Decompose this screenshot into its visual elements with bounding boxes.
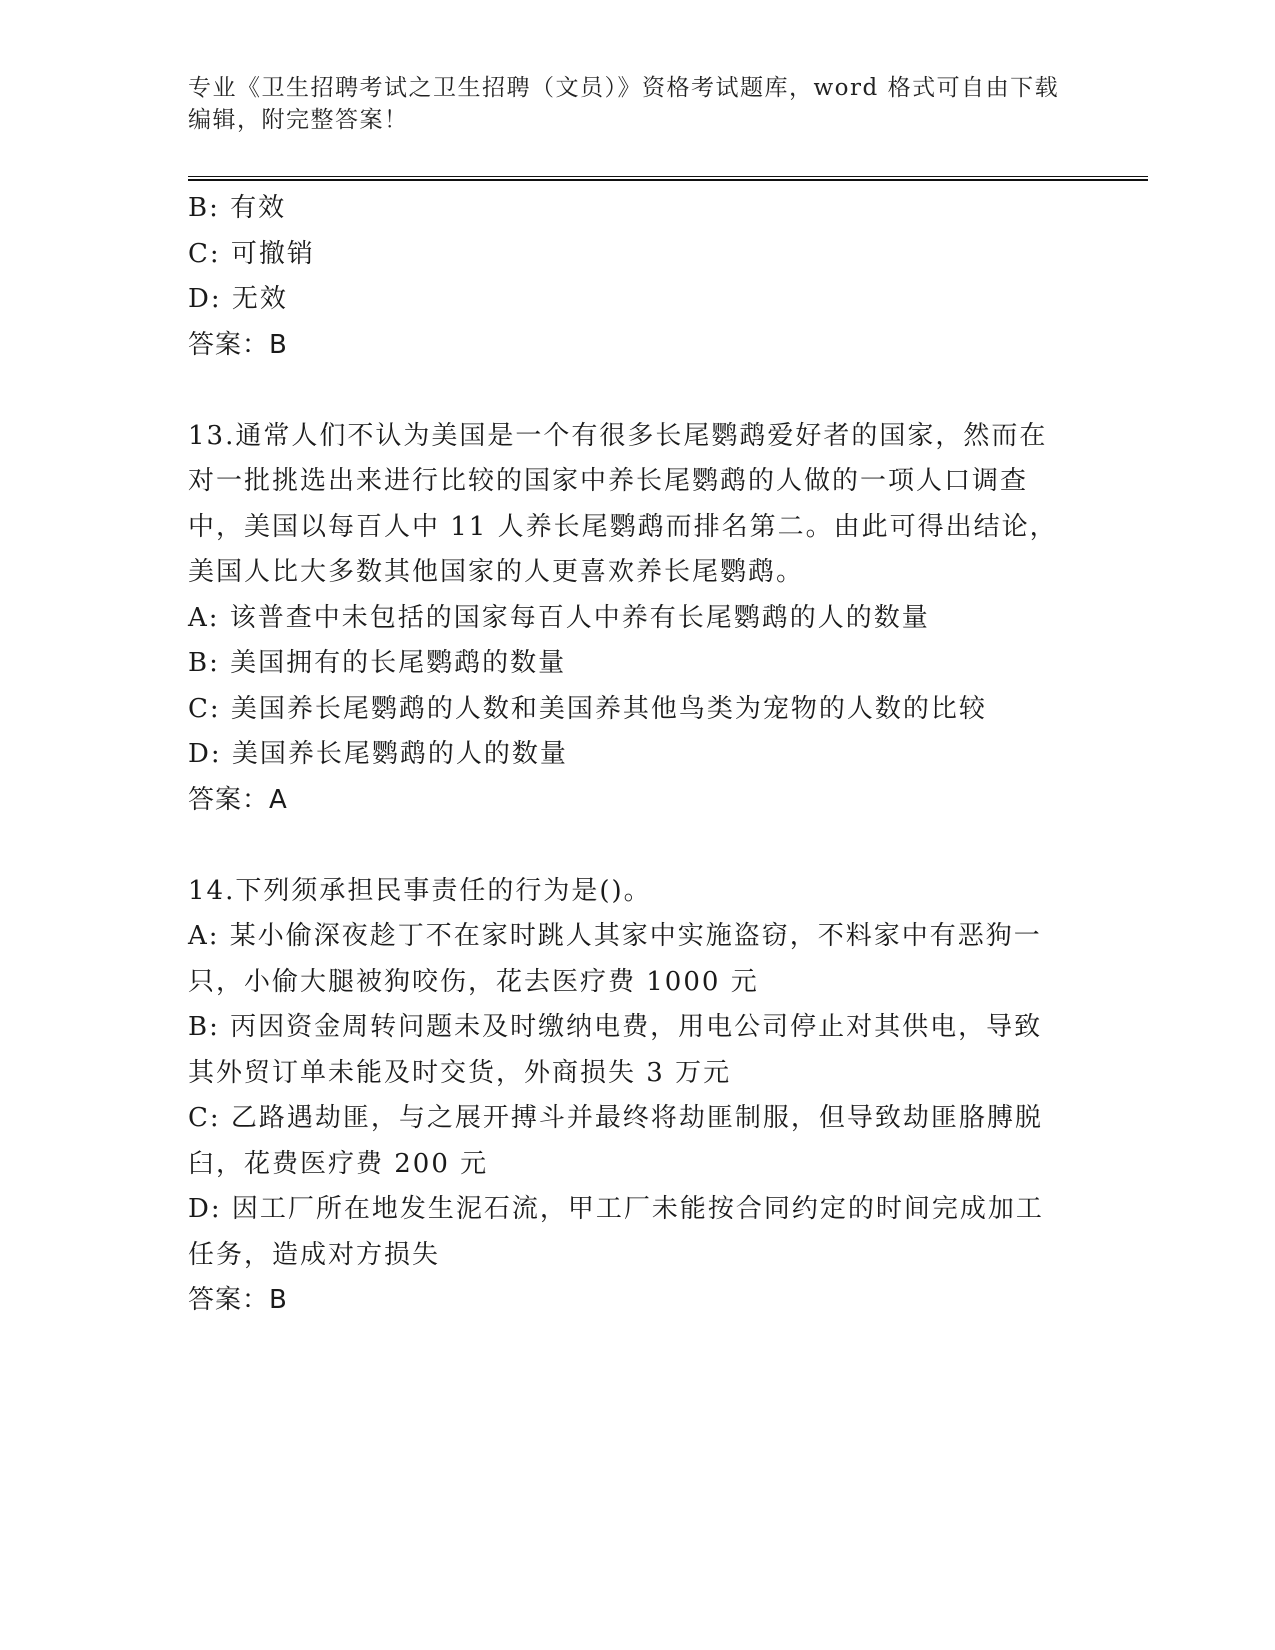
option-d-line: D: 因工厂所在地发生泥石流，甲工厂未能按合同约定的时间完成加工 xyxy=(188,1194,1044,1224)
option-d: D: 美国养长尾鹦鹉的人的数量 xyxy=(188,739,568,769)
previous-question-tail xyxy=(188,186,1088,368)
answer-line: 答案：A xyxy=(188,784,288,815)
header-line-2: 编辑，附完整答案！ xyxy=(188,107,409,133)
spacer xyxy=(188,368,1088,414)
option-b-line: 其外贸订单未能及时交货，外商损失 3 万元 xyxy=(188,1057,732,1088)
option-a-line: A: 某小偷深夜趁丁不在家时跳人其家中实施盗窃，不料家中有恶狗一 xyxy=(188,921,1042,951)
question-13 xyxy=(188,414,1088,824)
page-header xyxy=(188,72,1068,136)
option-c-line: C: 乙路遇劫匪，与之展开搏斗并最终将劫匪制服，但导致劫匪胳膊脱 xyxy=(188,1103,1043,1133)
option-b: B: 美国拥有的长尾鹦鹉的数量 xyxy=(188,648,567,678)
option-d-line: 任务，造成对方损失 xyxy=(188,1239,441,1270)
option-b: B: 有效 xyxy=(188,193,287,223)
question-stem-line: 13.通常人们不认为美国是一个有很多长尾鹦鹉爱好者的国家，然而在 xyxy=(188,420,1048,451)
option-a: A: 该普查中未包括的国家每百人中养有长尾鹦鹉的人的数量 xyxy=(188,602,930,633)
spacer xyxy=(188,823,1088,869)
option-c: C: 可撤销 xyxy=(188,238,315,269)
question-stem-line: 对一批挑选出来进行比较的国家中养长尾鹦鹉的人做的一项人口调查 xyxy=(188,466,1029,496)
question-stem-line: 美国人比大多数其他国家的人更喜欢养长尾鹦鹉。 xyxy=(188,557,805,587)
answer-line: 答案：B xyxy=(188,329,288,360)
question-stem-line: 14.下列须承担民事责任的行为是()。 xyxy=(188,875,652,906)
option-b-line: B: 丙因资金周转问题未及时缴纳电费，用电公司停止对其供电，导致 xyxy=(188,1012,1043,1042)
option-d: D: 无效 xyxy=(188,284,288,314)
question-stem-line: 中，美国以每百人中 11 人养长尾鹦鹉而排名第二。由此可得出结论， xyxy=(188,511,1058,542)
header-divider xyxy=(188,176,1148,181)
option-a-line: 只，小偷大腿被狗咬伤，花去医疗费 1000 元 xyxy=(188,966,759,997)
question-14 xyxy=(188,869,1088,1324)
option-c-line: 臼，花费医疗费 200 元 xyxy=(188,1148,489,1179)
document-body xyxy=(188,186,1088,1324)
header-line-1: 专业《卫生招聘考试之卫生招聘（文员）》资格考试题库，word 格式可自由下载 xyxy=(188,75,1060,101)
answer-line: 答案：B xyxy=(188,1285,288,1315)
option-c: C: 美国养长尾鹦鹉的人数和美国养其他鸟类为宠物的人数的比较 xyxy=(188,693,987,724)
